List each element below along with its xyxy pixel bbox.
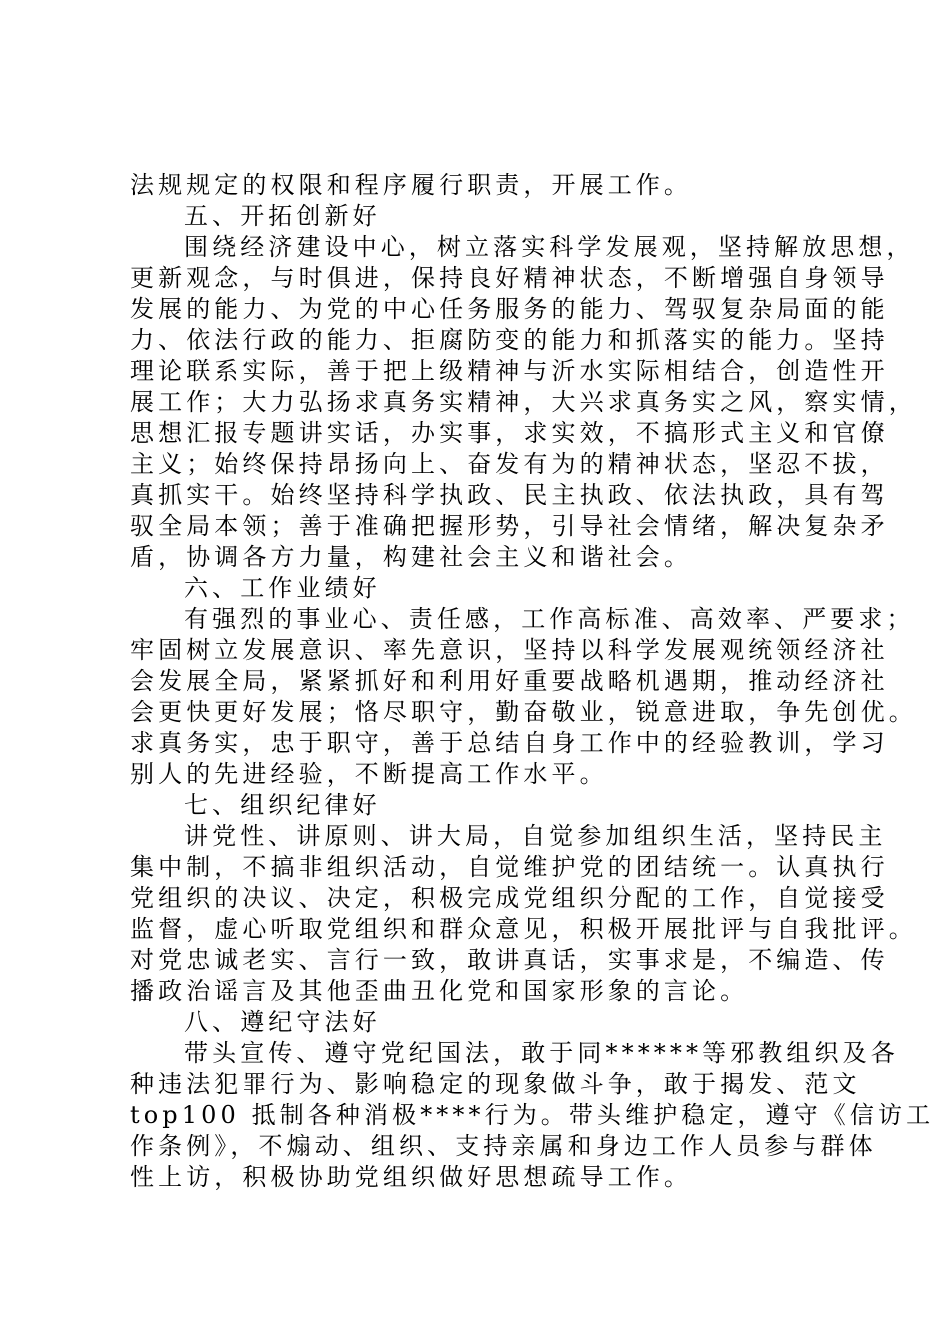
paragraph-line: 播政治谣言及其他歪曲丑化党和国家形象的言论。 (130, 977, 749, 1005)
paragraph-line: 带头宣传、遵守党纪国法，敢于同******等邪教组织及各 (184, 1039, 899, 1067)
section-heading: 六、工作业绩好 (184, 574, 381, 602)
paragraph-line: 别人的先进经验，不断提高工作水平。 (130, 760, 608, 788)
paragraph-line: 思想汇报专题讲实话，办实事，求实效，不搞形式主义和官僚 (130, 419, 889, 447)
paragraph-line: 牢固树立发展意识、率先意识，坚持以科学发展观统领经济社 (130, 636, 889, 664)
paragraph-line: 展工作；大力弘扬求真务实精神，大兴求真务实之风，察实情， (130, 388, 917, 416)
section-heading: 八、遵纪守法好 (184, 1008, 381, 1036)
paragraph-line: 真抓实干。始终坚持科学执政、民主执政、依法执政，具有驾 (130, 481, 889, 509)
paragraph-line: 发展的能力、为党的中心任务服务的能力、驾驭复杂局面的能 (130, 295, 889, 323)
paragraph-line: 法规规定的权限和程序履行职责，开展工作。 (130, 171, 692, 199)
paragraph-line: 会发展全局，紧紧抓好和利用好重要战略机遇期，推动经济社 (130, 667, 889, 695)
paragraph-line: 理论联系实际，善于把上级精神与沂水实际相结合，创造性开 (130, 357, 889, 385)
paragraph-line: 更新观念，与时俱进，保持良好精神状态，不断增强自身领导 (130, 264, 889, 292)
paragraph-line: 求真务实，忠于职守，善于总结自身工作中的经验教训，学习 (130, 729, 889, 757)
paragraph-line: 性上访，积极协助党组织做好思想疏导工作。 (130, 1163, 692, 1191)
paragraph-line: 主义；始终保持昂扬向上、奋发有为的精神状态，坚忍不拔， (130, 450, 889, 478)
document-body (130, 170, 935, 1193)
paragraph-line: 讲党性、讲原则、讲大局，自觉参加组织生活，坚持民主 (184, 822, 887, 850)
section-heading: 五、开拓创新好 (184, 202, 381, 230)
paragraph-line: 作条例》，不煽动、组织、支持亲属和身边工作人员参与群体 (130, 1132, 877, 1160)
paragraph-line: 种违法犯罪行为、影响稳定的现象做斗争，敢于揭发、范文 (130, 1070, 861, 1098)
paragraph-line: 监督，虚心听取党组织和群众意见，积极开展批评与自我批评。 (130, 915, 917, 943)
paragraph-line: top100 抵制各种消极****行为。带头维护稳定，遵守《信访工 (130, 1101, 935, 1129)
paragraph-line: 盾，协调各方力量，构建社会主义和谐社会。 (130, 543, 692, 571)
paragraph-line: 党组织的决议、决定，积极完成党组织分配的工作，自觉接受 (130, 884, 889, 912)
paragraph-line: 力、依法行政的能力、拒腐防变的能力和抓落实的能力。坚持 (130, 326, 889, 354)
paragraph-line: 集中制，不搞非组织活动，自觉维护党的团结统一。认真执行 (130, 853, 889, 881)
section-heading: 七、组织纪律好 (184, 791, 381, 819)
paragraph-line: 会更快更好发展；恪尽职守，勤奋敬业，锐意进取，争先创优。 (130, 698, 917, 726)
paragraph-line: 对党忠诚老实、言行一致，敢讲真话，实事求是，不编造、传 (130, 946, 889, 974)
paragraph-line: 驭全局本领；善于准确把握形势，引导社会情绪，解决复杂矛 (130, 512, 889, 540)
paragraph-line: 围绕经济建设中心，树立落实科学发展观，坚持解放思想， (184, 233, 915, 261)
paragraph-line: 有强烈的事业心、责任感，工作高标准、高效率、严要求； (184, 605, 915, 633)
